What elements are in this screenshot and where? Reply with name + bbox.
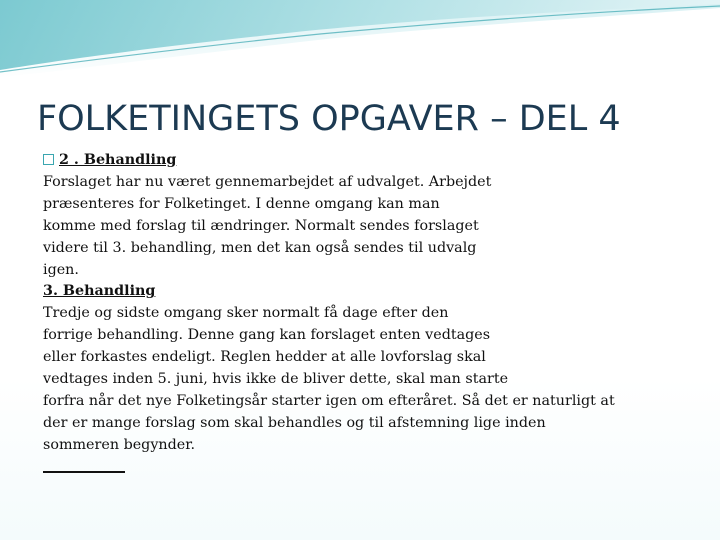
section-2-line: forrige behandling. Denne gang kan forslaget enten vedtages xyxy=(43,327,491,344)
section-2-line: eller forkastes endeligt. Reglen hedder at alle lovforslag skal xyxy=(43,349,486,366)
section-1-line: komme med forslag til ændringer. Normalt sendes forslaget xyxy=(43,217,479,234)
section-2-heading: 3. Behandling xyxy=(43,283,156,300)
section-1-heading: 2 . Behandling xyxy=(59,152,177,168)
section-2-line: der er mange forslag som skal behandles og til afstemning lige inden xyxy=(43,414,546,431)
section-2-line: vedtages inden 5. juni, hvis ikke de bliver dette, skal man starte xyxy=(43,371,509,388)
section-2-line: forfra når det nye Folketingsår starter igen om efteråret. Så det er naturligt at xyxy=(43,392,615,409)
slide-title: FOLKETINGETS OPGAVER – DEL 4 xyxy=(37,99,621,139)
section-1-line: videre til 3. behandling, men det kan også sendes til udvalg xyxy=(43,239,477,256)
slide-body xyxy=(43,150,683,457)
section-2-line: Tredje og sidste omgang sker normalt få dage efter den xyxy=(43,305,449,322)
footer-rule-divider xyxy=(43,471,125,473)
section-1-line: Forslaget har nu været gennemarbejdet af udvalget. Arbejdet xyxy=(43,173,492,190)
section-1-heading-row xyxy=(43,150,683,172)
section-2-line: sommeren begynder. xyxy=(43,436,196,453)
square-bullet-icon xyxy=(43,154,54,165)
section-1-line: igen. xyxy=(43,261,79,278)
wave-header-decoration xyxy=(0,0,720,90)
section-1-line: præsenteres for Folketinget. I denne omgang kan man xyxy=(43,195,440,212)
